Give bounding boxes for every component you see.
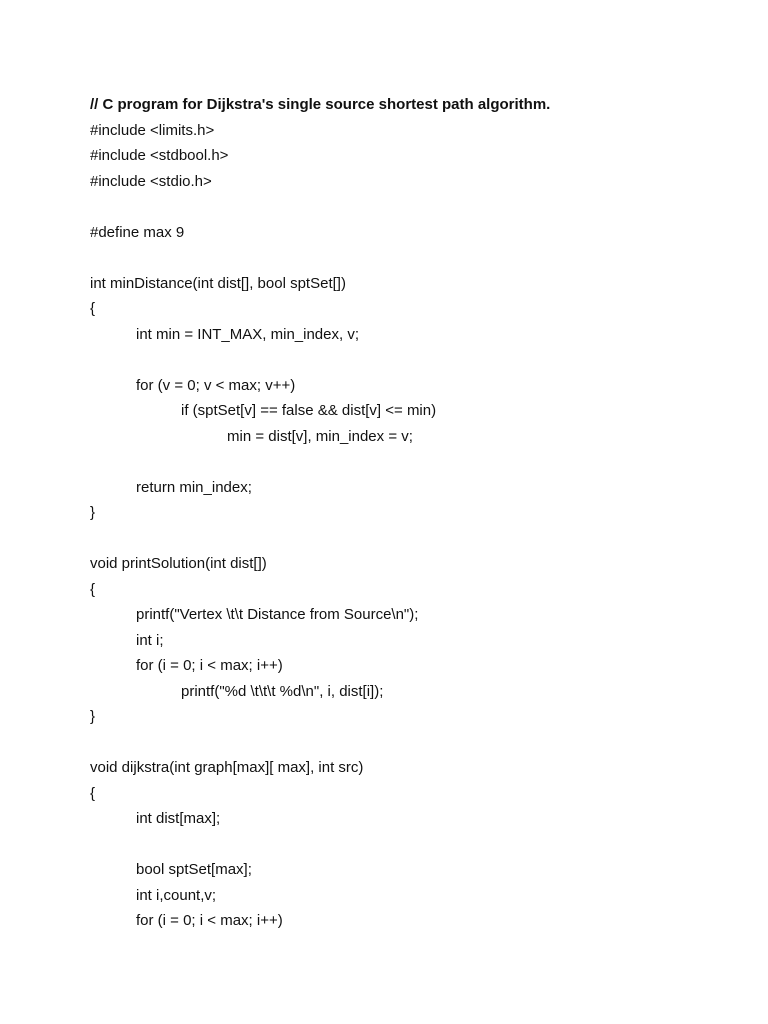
code-line: if (sptSet[v] == false && dist[v] <= min) (181, 402, 437, 419)
code-line: int i; (136, 631, 164, 649)
code-line: return min_index; (136, 478, 252, 496)
code-listing (90, 92, 750, 934)
blank-line (90, 245, 750, 271)
code-line: { (90, 580, 96, 598)
code-line: { (90, 784, 96, 802)
code-line: for (v = 0; v < max; v++) (136, 376, 296, 394)
code-line: for (i = 0; i < max; i++) (136, 657, 283, 674)
code-line: #include <limits.h> (90, 121, 215, 139)
code-line: #include <stdbool.h> (90, 147, 229, 164)
blank-line (90, 347, 750, 373)
code-line: #define max 9 (90, 223, 185, 241)
blank-line (90, 194, 750, 220)
code-line: for (i = 0; i < max; i++) (136, 912, 283, 929)
code-line: } (90, 708, 96, 725)
code-line: } (90, 504, 96, 521)
code-line: int i,count,v; (136, 886, 217, 904)
code-line: int min = INT_MAX, min_index, v; (136, 325, 359, 343)
code-line: { (90, 300, 96, 317)
code-line: void printSolution(int dist[]) (90, 555, 267, 572)
code-line: #include <stdio.h> (90, 172, 212, 190)
code-line: min = dist[v], min_index = v; (227, 427, 413, 445)
code-line: int minDistance(int dist[], bool sptSet[]) (90, 274, 346, 292)
code-line: bool sptSet[max]; (136, 861, 252, 878)
blank-line (90, 832, 750, 858)
code-line: int dist[max]; (136, 810, 221, 827)
code-line: void dijkstra(int graph[max][ max], int src) (90, 759, 364, 776)
blank-line (90, 526, 750, 552)
document-title-comment: // C program for Dijkstra's single source shortest path algorithm. (90, 96, 551, 113)
blank-line (90, 449, 750, 475)
blank-line (90, 730, 750, 756)
code-line: printf("%d \t\t\t %d\n", i, dist[i]); (181, 682, 384, 700)
code-line: printf("Vertex \t\t Distance from Source\n"); (136, 606, 419, 623)
